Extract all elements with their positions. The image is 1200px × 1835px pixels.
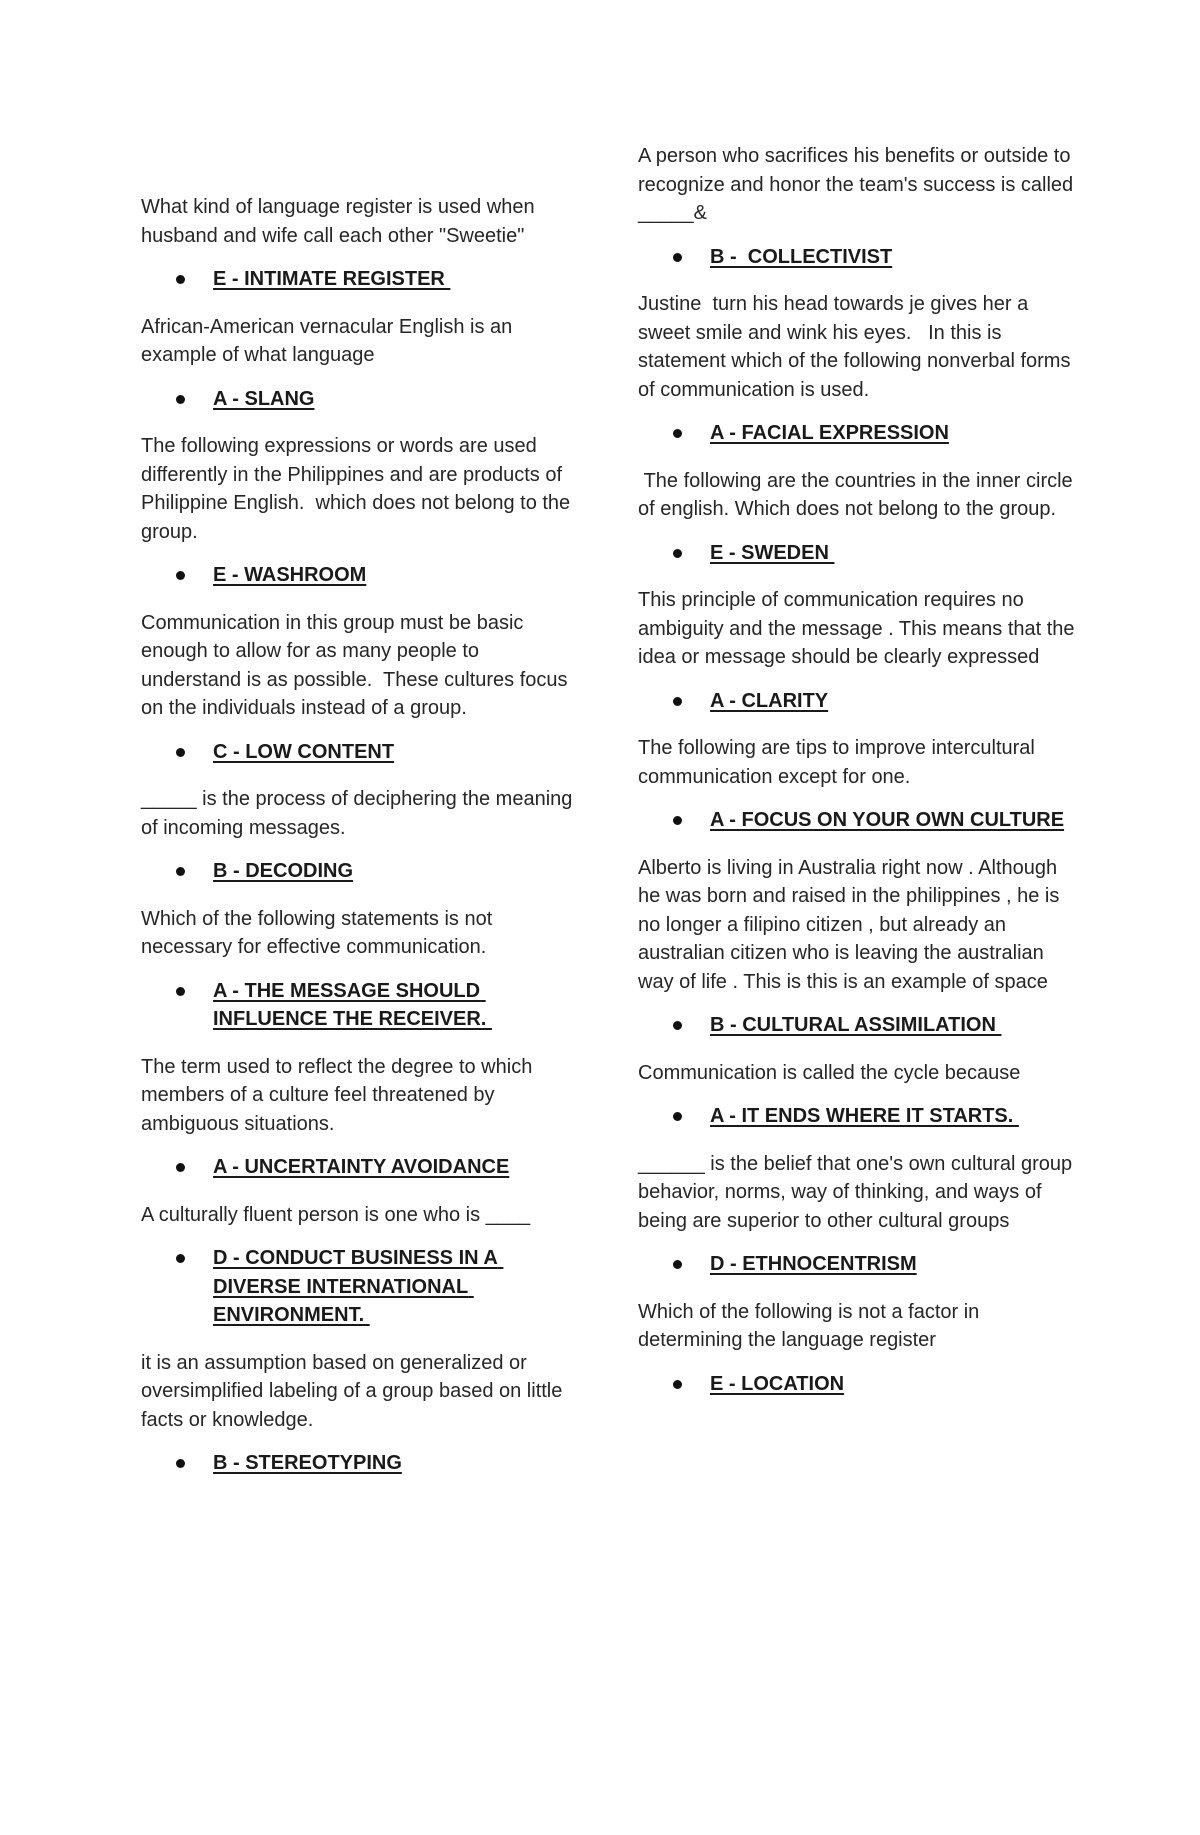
answer-text: B - DECODING (213, 860, 353, 882)
question-text: The following expressions or words are used differently in the Philippines and are products of Philippine English. which does not belong to the group. (141, 435, 576, 543)
answer-bullet-item (141, 857, 581, 886)
qa-item (141, 609, 581, 767)
answer-bullet-item (141, 1153, 581, 1182)
answer-text: B - CULTURAL ASSIMILATION (710, 1014, 1002, 1036)
answer-text: E - WASHROOM (213, 564, 367, 586)
answer-bullet-item (141, 977, 581, 1034)
bullet-icon (176, 987, 185, 996)
answer-bullet-item (141, 1244, 581, 1330)
question-text: Communication is called the cycle because (638, 1061, 1021, 1084)
question-text: Alberto is living in Australia right now . Although he was born and raised in the philippines , he is no longer a filipino citizen , but already an australian citizen who is leaving the australian way of life . This is this is an example of space (638, 856, 1065, 993)
bullet-icon (673, 1021, 682, 1030)
answer-bullet-item (141, 265, 581, 294)
answer-text: A - IT ENDS WHERE IT STARTS. (710, 1105, 1019, 1127)
answer-text: E - INTIMATE REGISTER (213, 268, 451, 290)
answer-text: A - UNCERTAINTY AVOIDANCE (213, 1156, 510, 1178)
bullet-icon (673, 697, 682, 706)
qa-item (638, 586, 1081, 715)
question-text: African-American vernacular English is an example of what language (141, 315, 518, 366)
bullet-icon (176, 1254, 185, 1263)
bullet-icon (673, 253, 682, 262)
bullet-icon (176, 748, 185, 757)
qa-item (141, 1349, 581, 1478)
bullet-icon (176, 1163, 185, 1172)
answer-bullet-item (141, 738, 581, 767)
answer-text: A - FACIAL EXPRESSION (710, 422, 949, 444)
question-text: Justine turn his head towards je gives her a sweet smile and wink his eyes. In this is statement which of the following nonverbal forms of communication is used. (638, 293, 1077, 401)
question-text: What kind of language register is used when husband and wife call each other "Sweetie" (141, 196, 541, 247)
answer-text: A - CLARITY (710, 689, 829, 712)
qa-item (141, 313, 581, 414)
question-text: A person who sacrifices his benefits or outside to recognize and honor the team's success is called _____& (638, 145, 1079, 224)
qa-item (638, 142, 1078, 271)
answer-text: A - SLANG (213, 387, 315, 410)
bullet-icon (176, 1459, 185, 1468)
bullet-icon (673, 1260, 682, 1269)
answer-text: E - LOCATION (710, 1372, 845, 1395)
question-text: The following are tips to improve intercultural communication except for one. (638, 737, 1041, 788)
bullet-icon (673, 549, 682, 558)
question-text: A culturally fluent person is one who is ____ (141, 1203, 531, 1226)
qa-item (141, 193, 581, 294)
question-text: The term used to reflect the degree to which members of a culture feel threatened by ambiguous situations. (141, 1055, 538, 1135)
question-text: Communication in this group must be basic enough to allow for as many people to understand is as possible. These cultures focus on the individuals instead of a group. (141, 611, 574, 719)
answer-text: B - COLLECTIVIST (710, 245, 893, 268)
answer-text: D - ETHNOCENTRISM (710, 1253, 917, 1275)
answer-bullet-item (638, 419, 1078, 448)
question-text: Which of the following statements is not necessary for effective communication. (141, 907, 498, 958)
qa-item (638, 1059, 1078, 1131)
bullet-icon (673, 1380, 682, 1389)
qa-item (141, 905, 581, 1034)
qa-item (141, 1201, 581, 1330)
answer-bullet-item (638, 1370, 1078, 1399)
bullet-icon (673, 1112, 682, 1121)
answer-bullet-item (638, 243, 1078, 272)
answer-bullet-item (638, 1011, 1078, 1040)
qa-item (638, 854, 1078, 1040)
bullet-icon (673, 816, 682, 825)
answer-bullet-item (638, 806, 1078, 835)
question-text: it is an assumption based on generalized or oversimplified labeling of a group based on little facts or knowledge. (141, 1351, 568, 1431)
answer-bullet-item (638, 687, 1078, 716)
qa-item (638, 734, 1078, 835)
bullet-icon (176, 571, 185, 580)
qa-item (638, 290, 1078, 448)
answer-text: C - LOW CONTENT (213, 740, 395, 763)
right-column (638, 142, 1081, 1417)
answer-text: A - FOCUS ON YOUR OWN CULTURE (710, 809, 1065, 831)
question-text: ______ is the belief that one's own cultural group behavior, norms, way of thinking, and ways of being are superior to other cultural groups (638, 1152, 1078, 1232)
question-text: _____ is the process of deciphering the meaning of incoming messages. (141, 788, 578, 839)
answer-bullet-item (141, 385, 581, 414)
answer-text: D - CONDUCT BUSINESS IN A DIVERSE INTERNATIONAL ENVIRONMENT. (213, 1247, 504, 1326)
answer-bullet-item (141, 561, 581, 590)
qa-item (141, 432, 581, 590)
qa-item (141, 785, 581, 886)
answer-bullet-item (638, 1250, 1078, 1279)
left-column (141, 193, 581, 1497)
qa-item (638, 1150, 1078, 1279)
answer-bullet-item (638, 539, 1078, 568)
answer-text: E - SWEDEN (710, 541, 835, 564)
answer-bullet-item (638, 1102, 1078, 1131)
answer-text: A - THE MESSAGE SHOULD INFLUENCE THE RECEIVER. (213, 979, 492, 1030)
qa-item (638, 467, 1078, 568)
bullet-icon (176, 275, 185, 284)
bullet-icon (673, 429, 682, 438)
question-text: Which of the following is not a factor in determining the language register (638, 1300, 985, 1351)
question-text: This principle of communication requires no ambiguity and the message . This means that the idea or message should be clearly expressed (638, 589, 1081, 668)
answer-bullet-item (141, 1449, 581, 1478)
question-text: The following are the countries in the inner circle of english. Which does not belong to the group. (638, 469, 1079, 520)
bullet-icon (176, 395, 185, 404)
qa-item (638, 1298, 1078, 1399)
answer-text: B - STEREOTYPING (213, 1452, 402, 1474)
qa-item (141, 1053, 581, 1182)
bullet-icon (176, 867, 185, 876)
